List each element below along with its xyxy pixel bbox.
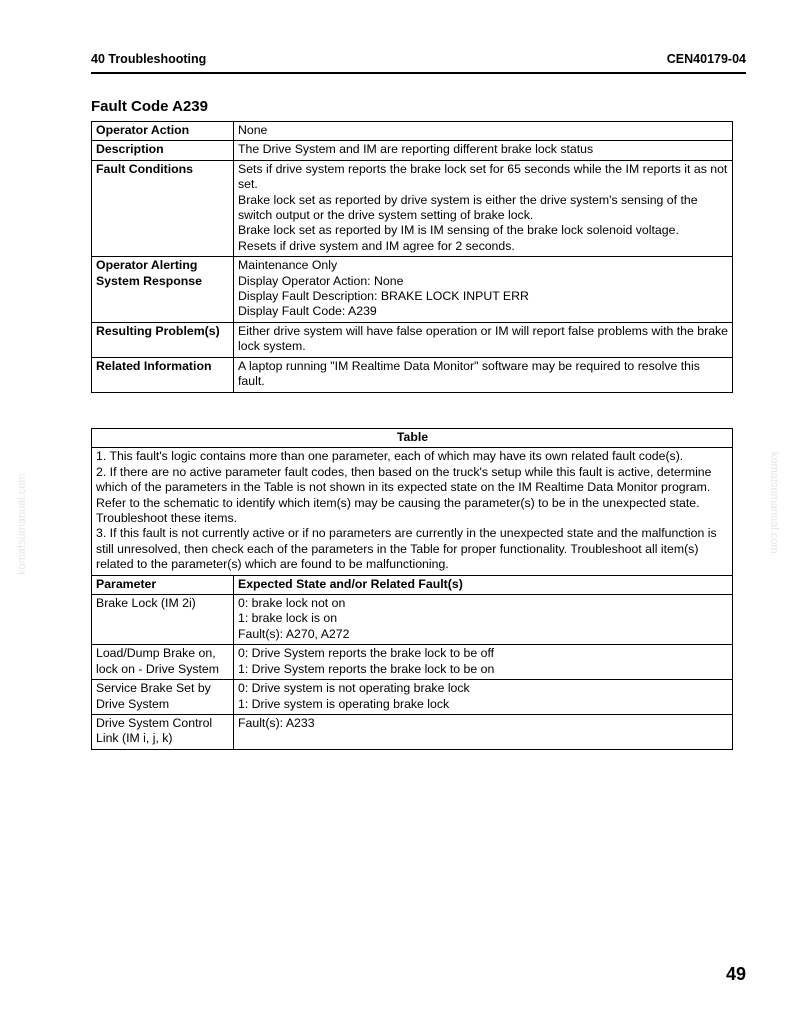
row-value: Either drive system will have false operation or IM will report false problems with the brake lock system. [234,322,733,357]
table-notes-row [92,448,733,575]
row-value: The Drive System and IM are reporting different brake lock status [234,141,733,160]
row-key: Fault Conditions [92,160,234,256]
table-caption: Table [92,429,733,448]
row-key: Operator Alerting System Response [92,257,234,323]
row-value: Maintenance Only Display Operator Action: None Display Fault Description: BRAKE LOCK INPUT ERR Display Fault Code: A239 [234,257,733,323]
page-number: 49 [725,964,746,984]
table-row [92,645,733,680]
row-key: Description [92,141,234,160]
document-id: CEN40179-04 [666,52,746,66]
parameter-name: Service Brake Set by Drive System [92,680,234,715]
parameter-state: 0: Drive system is not operating brake lock 1: Drive system is operating brake lock [234,680,733,715]
table-row [92,357,733,392]
table-row [92,714,733,749]
row-key: Operator Action [92,122,234,141]
row-value: Sets if drive system reports the brake lock set for 65 seconds while the IM reports it as not set. Brake lock set as reported by drive system is either the drive system's sensing of the switch output or the drive system setting of brake lock. Brake lock set as reported by IM is IM sensing of the brake lock solenoid voltage. Resets if drive system and IM agree for 2 seconds. [234,160,733,256]
page-title: Fault Code A239 [91,98,208,115]
table-row [92,257,733,323]
table-row [92,322,733,357]
parameter-table [91,428,733,750]
note: 1. This fault's logic contains more than one parameter, each of which may have its own related fault code(s). [96,449,684,464]
row-key: Related Information [92,357,234,392]
parameter-state: 0: brake lock not on 1: brake lock is on Fault(s): A270, A272 [234,595,733,645]
page-header [91,52,746,74]
parameter-name: Load/Dump Brake on, lock on - Drive System [92,645,234,680]
watermark-left: komatsumanual.com [16,473,28,575]
table-row [92,160,733,256]
section-label: 40 Troubleshooting [91,52,207,66]
table-row [92,141,733,160]
note: 2. If there are no active parameter fault codes, then based on the truck's setup while this fault is active, determine which of the parameters in the Table is not shown in its expected state on the IM Realtime Data Monitor program. Refer to the schematic to identify which item(s) may be causing the parameter(s) to be in the unexpected state. Troubleshoot these items. [96,464,712,526]
parameter-name: Drive System Control Link (IM i, j, k) [92,714,234,749]
row-value: None [234,122,733,141]
table-row [92,680,733,715]
row-value: A laptop running "IM Realtime Data Monitor" software may be required to resolve this fault. [234,357,733,392]
column-header: Expected State and/or Related Fault(s) [234,575,733,594]
column-header: Parameter [92,575,234,594]
table-row [92,595,733,645]
watermark-right: komatsumanual.com [768,452,780,554]
row-key: Resulting Problem(s) [92,322,234,357]
table-header-row [92,575,733,594]
table-caption-row [92,429,733,448]
parameter-state: 0: Drive System reports the brake lock to be off 1: Drive System reports the brake lock to be on [234,645,733,680]
table-notes [92,448,733,575]
note: 3. If this fault is not currently active or if no parameters are currently in the unexpected state and the malfunction is still unresolved, then check each of the parameters in the Table for proper functionality. Troubleshoot all item(s) related to the parameter(s) which are found to be malfunctioning. [96,526,717,572]
fault-code-table [91,121,733,393]
table-row [92,122,733,141]
parameter-state: Fault(s): A233 [234,714,733,749]
parameter-name: Brake Lock (IM 2i) [92,595,234,645]
